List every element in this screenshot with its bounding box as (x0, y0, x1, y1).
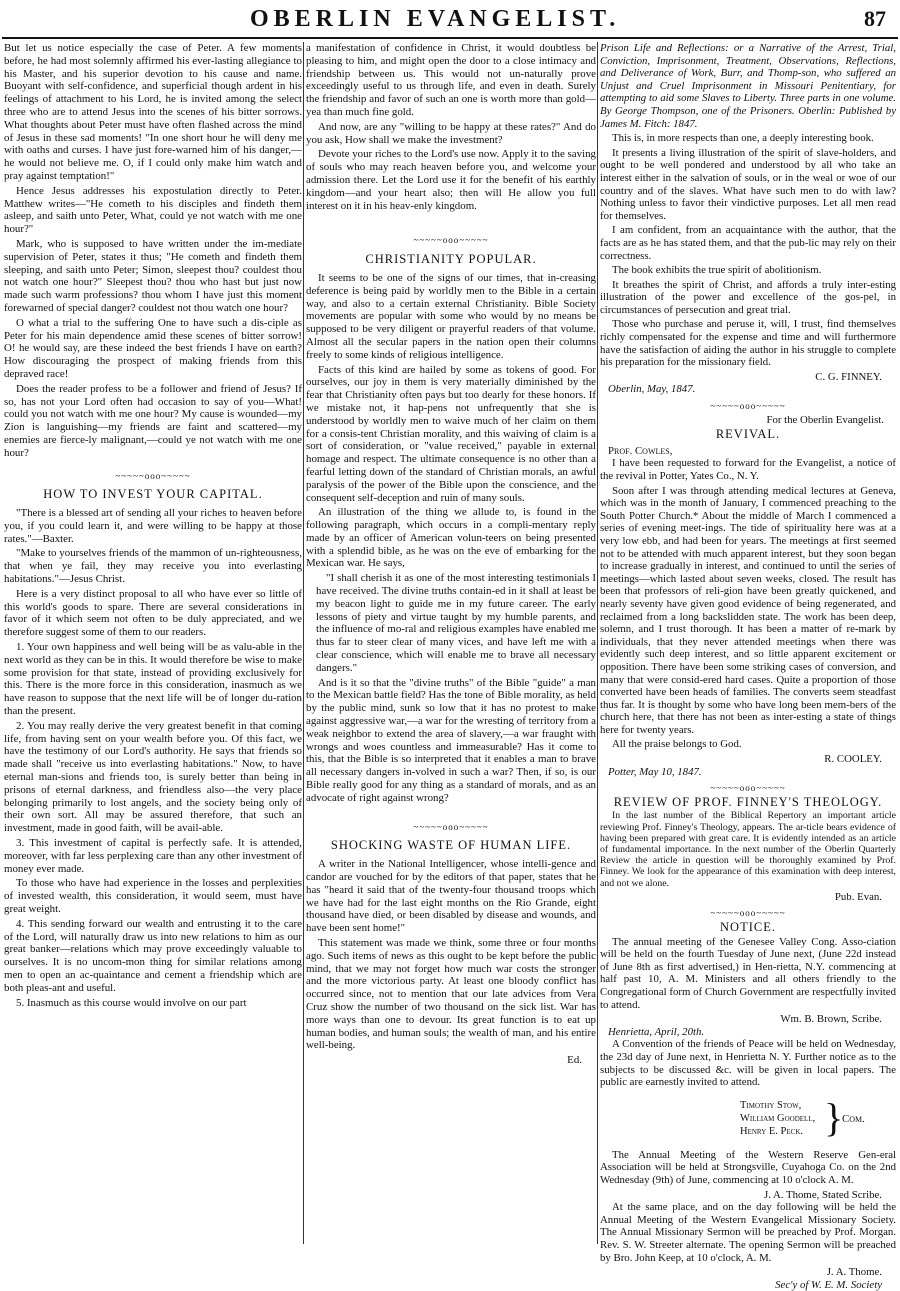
epigraph: "Make to yourselves friends of the mammon of un-righteousness, that when ye fail, they may receive you into everlasting habitations."—Jesus Christ. (4, 547, 302, 586)
signer: Henry E. Peck. (740, 1125, 804, 1137)
brace-glyph: } (824, 1094, 844, 1140)
article-heading-revival: REVIVAL. (715, 427, 781, 442)
quoted-passage: "I shall cherish it as one of the most interesting testimonials I have received. The divine truths contain-ed in it shall at least be my beacon light to guide me in my future career. The early lessons of piety and virtue taught by my humble parents, and the influence of mo-ral and religious examples have enabled me thus far to steer clear of many vices, and have left me with a clear conscience, which will enable me to brave all necessary dangers." (316, 572, 596, 674)
column-3 (600, 42, 896, 1291)
article-heading-christianity: CHRISTIANITY POPULAR. (365, 252, 537, 267)
paragraph: Here is a very distinct proposal to all who have ever so little of this world's goods to spare. There are several considerations in favor of it which seem not often to be duly appreciated, and we therefore suggest some of them to our readers. (4, 587, 302, 639)
paragraph: 2. You may really derive the very greatest benefit in that coming life, from having sent on your wealth before you. Of this fact, we have the testimony of our Lord's authority. He says that friends so made shall "receive us into everlasting habitations." Now, to have eternal man-sions and friends too, is surely better than being in prisons of eternal darkness, and friendless also—the very place belonging primarily to lost angels, and the society being only of their own sort. All may be assured therefore, that such an investment, made in good faith, will be avail-able. (4, 719, 302, 835)
paragraph: But let us notice especially the case of Peter. A few moments before, he had most solemnly affirmed his ever-lasting allegiance to his Master, and his superior devotion to his cause and name. Buoyant with self-confidence, and superficial though ardent in his feelings of attachment to his Lord, he is invited among the select three who are to attend Jesus into the scenes of his bitter sorrows. What thoughts about Peter must have often flashed across the mind of Jesus in these sad moments! "In one short hour he will deny me with oaths and curses. I have just fore-warned him of his danger,—he would not believe me. O, if I could only make him watch and pray against temptation!" (4, 42, 302, 182)
signature-pub-evan: Pub. Evan. (834, 890, 882, 903)
dateline: Potter, May 10, 1847. (608, 765, 702, 778)
paragraph: 4. This sending forward our wealth and entrusting it to the care of the Lord, will naturally draw us into new relations to him as our great banker—relations which may prove exceedingly valuable to ourselves. It is no uncom-mon thing for similar relations among men to open an ac-quaintance and cement a friendship which are both pleas-ant and useful. (4, 917, 302, 994)
paragraph: Facts of this kind are hailed by some as tokens of good. For ourselves, our joy in them is very materially diminished by the fear that Christianity often pays but too dearly for these honors. If we mistake not, it hap-pens not unfrequently that she is understood by worldly men to waive much of her claim on them for a consis-tent Christian morality, and this waiving of claim is a sort of consideration, or "value received," payable in external homage and respect. The ultimate consequence is no other than a fearful letting down of the standard of Christian morals, an awful paralysis of the power of the Bible upon the conscience, and the consequent self-deception and ruin of many souls. (306, 363, 596, 504)
paragraph: And now, are any "willing to be happy at these rates?" And do you ask, How shall we make the investment? (306, 120, 596, 146)
paragraph: And is it so that the "divine truths" of the Bible "guide" a man to the Mexican battle field? Has the tone of Bible morality, as held by the public mind, sunk so low that it has no protest to make against aggressive war,—a war for the wresting of territory from a weak neighbor to extend the area of slavery,—a war fraught with wrongs and woes countless and immeasurable? Has it come to this, that the Bible is so interpreted that it enables a man to brave all necessary dangers in-volved in such a war? Then, if so, is our Bible really good for any thing as a standard of morals, and as an advocate of right against wrong? (306, 676, 596, 804)
paragraph: The book exhibits the true spirit of abolitionism. (612, 264, 822, 277)
paragraph: Soon after I was through attending medical lectures at Geneva, which was in the month of January, I commenced preaching to the South Potter Church.* About the middle of March I commenced a series of evening meet-ings. The tide of spirituality here was at a very low ebb, and had been for years. The meetings at first seemed not to be attended with much apparent interest, but they soon began to increase gradually in interest, and continued to until the series of meetings—which lasted about seven weeks, closed. The result has been that professors of reli-gion have been greatly quickened, and nearly seventy have given good evidence of being regenerated, and reclaimed from a long backslidden state. The work has been deep, solemn, and I trust thorough. It has been a matter of re-mark by individuals, that they never attended meetings when there was evidently such deep interest, and so little apparent excitement or opposition. There have been some striking cases of conversion, and many that were consid-ered hard cases. Quite a proportion of those converted have been heads of families. The converts seem steadfast thus far. It is thought by some who have long been mem-bers of the church here, that there has not been as inter-esting a state of things here for twenty years. (600, 484, 896, 736)
signer: Timothy Stow, (740, 1099, 802, 1111)
signature-thome-2: J. A. Thome. (826, 1266, 882, 1279)
paragraph: Mark, who is supposed to have written under the im-mediate supervision of Peter, states it thus; "He cometh and findeth them sleeping, and saith unto Peter; Simon, sleepest thou? couldest thou not watch one hour?" Sleepest thou? thou who hast but just now made such warm professions? thou whom I have just this moment forewarned of special danger? couldest not thou watch one hour? (4, 237, 302, 314)
paragraph: It presents a living illustration of the spirit of slave-holders, and ought to be well pondered and understood by all who take an interest either in the salvation of souls, or in the weal or woe of our country and of the slaves. What have such men to do with law? Nothing unless to favor their vindictive purposes. Let all men read for themselves. (600, 146, 896, 222)
signature-thome: J. A. Thome, Stated Scribe. (764, 1188, 882, 1201)
committee-signers (740, 1094, 896, 1141)
paragraph: Does the reader profess to be a follower and friend of Jesus? If so, has not your Lord often had occasion to say of you—What! could you not watch with me one hour? My cause is wounded—my Zion is languishing—my friends are faint and scattered—my enemies are fierce-ly malignant,—could ye not watch with me one hour? (4, 382, 302, 459)
paragraph: The Annual Meeting of the Western Reserve Gen-eral Association will be held at Strongsville, Cuyahoga Co. on the 2nd Wednesday (9th) of June, commencing at 10 o'clock A. M. (600, 1148, 896, 1186)
paragraph: It seems to be one of the signs of our times, that in-creasing deference is being paid by worldly men to the Bible in a certain way, and also to a certain external Christianity. Bible Society movements are popular with some who would by no means be supposed to be very diligent or prayerful readers of that volume. Almost all the secular papers in the nation open their columns freely to some kinds of religious intelligence. (306, 271, 596, 361)
dateline: Henrietta, April, 20th. (608, 1025, 705, 1038)
paragraph: 1. Your own happiness and well being will be as valu-able in the next world as they can be in this. It would therefore be wise to make some provision for that state, instead of providing exclusively for this. There is the more force in this consideration, inasmuch as we have reason to suppose that the next life will be of longer du-ration than the present. (4, 641, 302, 718)
paragraph: To those who have had experience in the losses and perplexities of invested wealth, this consideration, it would seem, must have great weight. (4, 877, 302, 915)
paragraph: Devote your riches to the Lord's use now. Apply it to the saving of souls who may reach heaven before you, and welcome your admission there. Let the Lord use it for the benefit of his earthly kingdom—and your heart also; then will He allow you full interest on it in his heav-enly kingdom. (306, 148, 596, 212)
paragraph: It breathes the spirit of Christ, and affords a truly inter-esting illustration of the power and excellence of the gos-pel, in circumstances of persecution and great trial. (600, 278, 896, 316)
book-title: Prison Life and Reflections: or a Narrative of the Arrest, Trial, Conviction, Imprisonment, Treatment, Observations, Reflections, and Deliverance of Work, Burr, and Thomp-son, who suffered an Unjust and Cruel Imprisonment in Missouri Penitentiary, for attempting to aid some Slaves to Liberty. Three parts in one volume. By George Thompson, one of the Prisoners. Oberlin: Published by James M. Fitch: 1847. (600, 42, 896, 130)
salutation: Prof. Cowles, (608, 444, 673, 457)
signature-cooley: R. COOLEY. (824, 753, 882, 766)
committee-label: Com. (842, 1112, 865, 1125)
article-heading-waste: SHOCKING WASTE OF HUMAN LIFE. (330, 838, 572, 853)
article-heading-invest: HOW TO INVEST YOUR CAPITAL. (43, 487, 263, 502)
section-ornament: ~~~~~ooo~~~~~ (413, 235, 489, 246)
section-ornament: ~~~~~ooo~~~~~ (710, 783, 786, 794)
signature-society: Sec'y of W. E. M. Society (775, 1278, 882, 1291)
for-line: For the Oberlin Evangelist. (766, 413, 884, 426)
article-heading-review: REVIEW OF PROF. FINNEY'S THEOLOGY. (613, 794, 883, 809)
signer: William Goodell, (740, 1112, 816, 1124)
paragraph: I am confident, from an acquaintance with the author, that the facts are as he has stated them, and that the pub-lic may rely on their correctness. (600, 224, 896, 262)
paragraph: An illustration of the thing we allude to, is found in the following paragraph, which occurs in a compli-mentary reply made by an officer of American volun-teers on being presented with a splendid bible, as he was on the eve of embarking for the Mexican war. He says, (306, 506, 596, 570)
paragraph: The annual meeting of the Genesee Valley Cong. Asso-ciation will be held on the fourth Tuesday of June next, (June 22d instead of June 8th as first advertised,) in Hen-rietta, N.Y. commencing at half past 10, A. M. Ministers and all others friendly to the Congregational form of Church Government are respectfully invited to attend. (600, 935, 896, 1011)
section-ornament: ~~~~~ooo~~~~~ (710, 401, 786, 412)
signature-finney: C. G. FINNEY. (815, 370, 882, 383)
section-ornament: ~~~~~ooo~~~~~ (115, 470, 191, 481)
column-2 (306, 42, 596, 1244)
section-ornament: ~~~~~ooo~~~~~ (413, 821, 489, 832)
paragraph: At the same place, and on the day following will be held the Annual Meeting of the Western Evangelical Missionary Society. The Annual Missionary Sermon will be preached by Prof. Morgan. Rev. S. W. Streeter alternate. The opening Sermon will be preached by Bro. John Keep, at 10 o'clock, A. M. (600, 1201, 896, 1264)
column-divider-1 (303, 42, 304, 1244)
column-divider-2 (597, 42, 598, 1244)
masthead-rule (2, 37, 898, 39)
paragraph: A writer in the National Intelligencer, whose intelli-gence and candor are vouched for by the editors of that paper, states that he has "heard it said that of the twenty-four thousand troops which we have had for the last eight months on the Rio Grande, eight thousand have died, or been disabled by disease and wounds, and have been sent home!" (306, 858, 596, 935)
masthead-title: OBERLIN EVANGELIST. (250, 6, 621, 32)
article-heading-notice: NOTICE. (720, 920, 776, 935)
paragraph: I have been requested to forward for the Evangelist, a notice of the revival in Potter, Yates Co., N. Y. (600, 457, 896, 482)
paragraph: Those who purchase and peruse it, will, I trust, find themselves richly compensated for the expense and time and will furthermore have the satisfaction of aiding the author in his struggle to complete his preparation for the missionary field. (600, 318, 896, 369)
paragraph: In the last number of the Biblical Repertory an important article reviewing Prof. Finney's Theology, appears. The ar-ticle bears evidence of having been prepared with great care. It is evidently intended as an article of fundamental importance. In the next number of the Oberlin Quarterly Review the article in question will be thoroughly examined by Prof. Finney. We look for the appearance of this examination with deep interest, and not we alone. (600, 810, 896, 889)
masthead (0, 0, 900, 34)
paragraph: O what a trial to the suffering One to have such a dis-ciple as Peter for his main dependence amid these scenes of bitter sorrow! O! he would say, are these indeed the best friends I have on earth? How discouraging the prospect of making friends from this depraved race! (4, 316, 302, 380)
paragraph: This is, in more respects than one, a deeply interesting book. (612, 132, 874, 145)
paragraph: All the praise belongs to God. (612, 738, 742, 751)
epigraph: "There is a blessed art of sending all your riches to heaven before you, if you could learn it, and were willing to be happy at those rates."—Baxter. (4, 507, 302, 545)
dateline: Oberlin, May, 1847. (608, 383, 696, 396)
editor-signature: Ed. (567, 1054, 582, 1067)
section-ornament: ~~~~~ooo~~~~~ (710, 908, 786, 919)
paragraph: Hence Jesus addresses his expostulation directly to Peter. Matthew writes—"He cometh to his disciples and findeth them asleep, and saith unto Peter, What, could ye not watch with me one hour?" (4, 184, 302, 236)
paragraph: 3. This investment of capital is perfectly safe. It is attended, moreover, with far less perplexing care than any other investment of money ever made. (4, 837, 302, 875)
page-number: 87 (864, 6, 886, 31)
column-1 (4, 42, 302, 1244)
signature-brown: Wm. B. Brown, Scribe. (780, 1013, 882, 1026)
paragraph: A Convention of the friends of Peace will be held on Wednesday, the 23d day of June next, in Henrietta N. Y. Further notice as to the subjects to be discussed &c. will be given in local papers. The public are earnestly invited to attend. (600, 1038, 896, 1089)
paragraph: This statement was made we think, some three or four months ago. Such items of news as this ought to be kept before the public mind, that we may not forget how much war costs the stronger and the more victorious party. At least one bloody conflict has occurred since, not to mention that our late advices from Vera Cruz show the number of two thousand on the sick list. War has more ways than one to devour. Its great function is to eat up human bodies, and human souls; the wealth of man, and his entire well-being. (306, 937, 596, 1052)
paragraph: a manifestation of confidence in Christ, it would doubtless be pleasing to him, and might open the door to a close intimacy and friendship between us. This would not un-naturally prove exceedingly useful to us through life, and even in death. Surely the friendship and favor of such an one is worth more than gold—yea than much fine gold. (306, 42, 596, 118)
paragraph: 5. Inasmuch as this course would involve on our part (16, 996, 247, 1009)
